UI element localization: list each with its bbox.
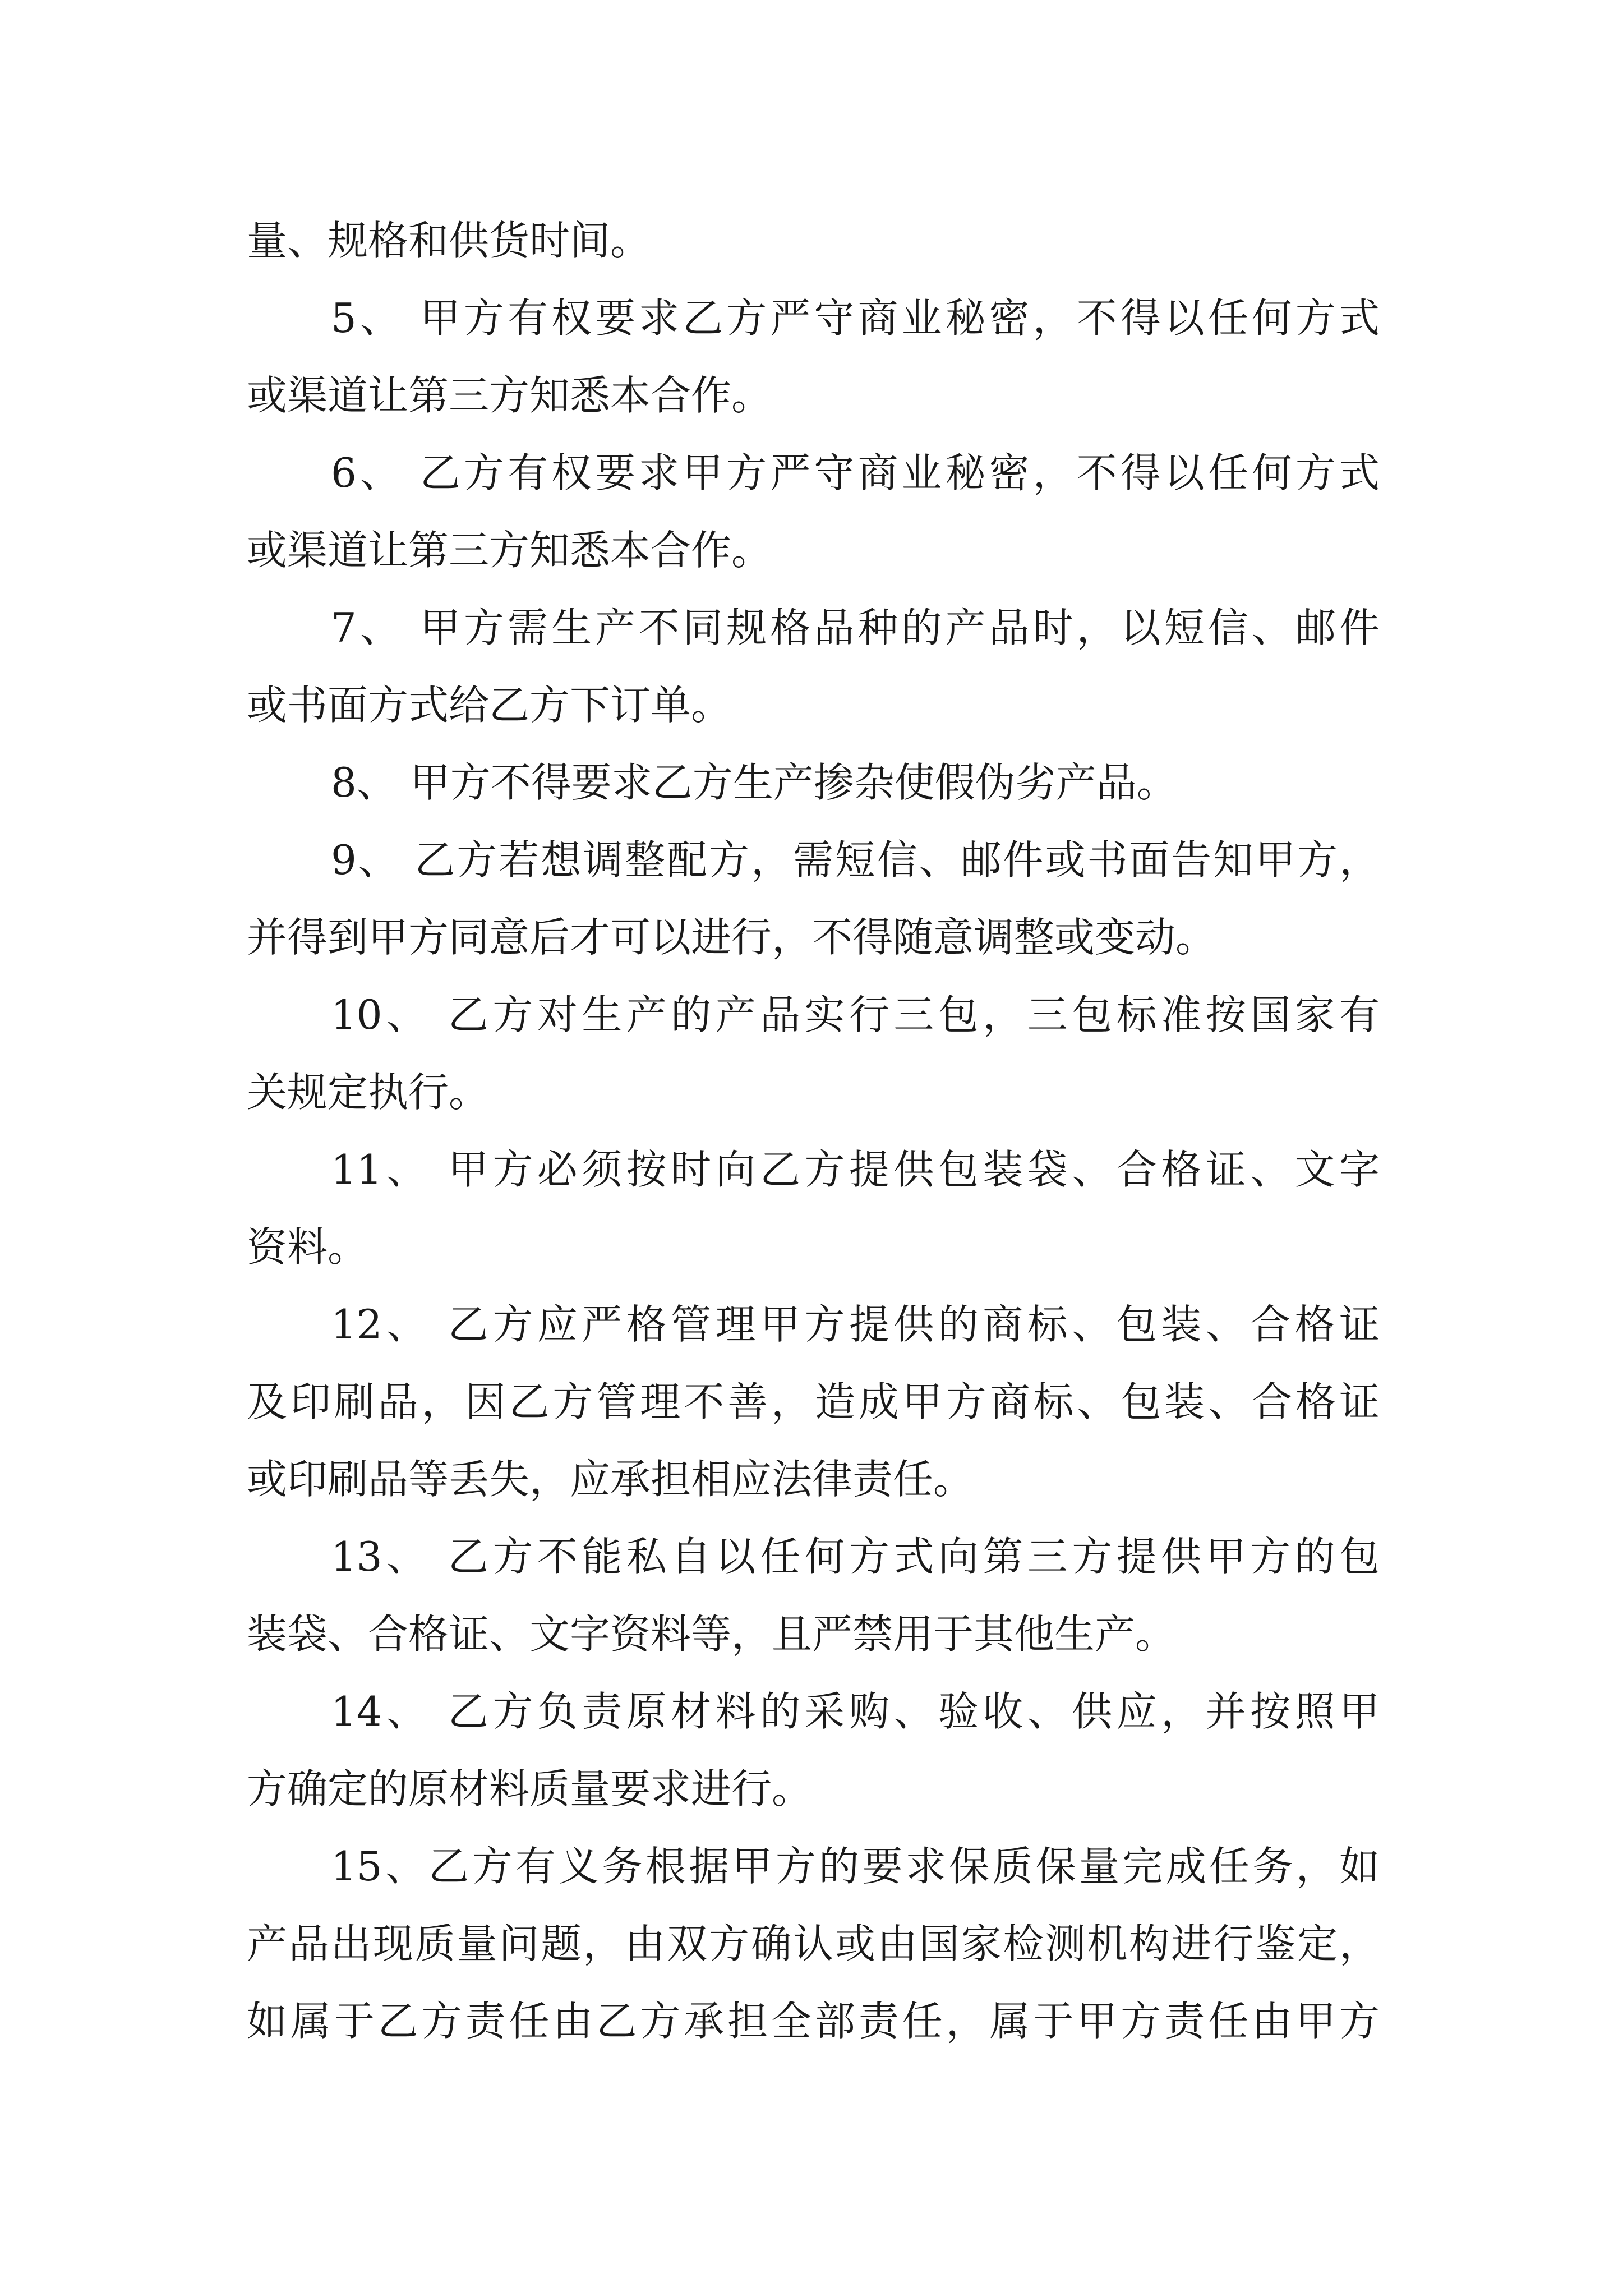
text-line: 9、 乙方若想调整配方，需短信、邮件或书面告知甲方，	[331, 836, 1380, 884]
contract-body-text	[247, 202, 1380, 2060]
text-line: 8、 甲方不得要求乙方生产掺杂使假伪劣产品。	[331, 759, 1177, 806]
text-line: 或渠道让第三方知悉本合作。	[247, 372, 772, 419]
text-line: 并得到甲方同意后才可以进行，不得随意调整或变动。	[247, 914, 1216, 961]
text-line: 产品出现质量问题，由双方确认或由国家检测机构进行鉴定，	[247, 1920, 1380, 1967]
text-line: 装袋、合格证、文字资料等，且严禁用于其他生产。	[247, 1611, 1176, 1658]
text-line: 关规定执行。	[247, 1069, 490, 1116]
text-line: 及印刷品，因乙方管理不善，造成甲方商标、包装、合格证	[247, 1378, 1380, 1425]
text-line: 15、乙方有义务根据甲方的要求保质保量完成任务，如	[331, 1843, 1380, 1890]
text-line: 或渠道让第三方知悉本合作。	[247, 527, 772, 574]
text-line: 5、 甲方有权要求乙方严守商业秘密，不得以任何方式	[331, 295, 1380, 342]
text-line: 或印刷品等丢失，应承担相应法律责任。	[247, 1456, 974, 1503]
text-line: 6、 乙方有权要求甲方严守商业秘密，不得以任何方式	[331, 449, 1380, 496]
text-line: 14、 乙方负责原材料的采购、验收、供应，并按照甲	[331, 1688, 1380, 1735]
text-line: 13、 乙方不能私自以任何方式向第三方提供甲方的包	[331, 1533, 1380, 1580]
text-line: 或书面方式给乙方下订单。	[247, 682, 732, 729]
text-line: 12、 乙方应严格管理甲方提供的商标、包装、合格证	[331, 1301, 1380, 1348]
text-line: 7、 甲方需生产不同规格品种的产品时，以短信、邮件	[331, 604, 1380, 651]
text-line: 如属于乙方责任由乙方承担全部责任，属于甲方责任由甲方	[247, 1998, 1380, 2045]
text-line: 11、 甲方必须按时向乙方提供包装袋、合格证、文字	[331, 1146, 1380, 1193]
text-line: 方确定的原材料质量要求进行。	[247, 1765, 813, 1812]
text-line: 10、 乙方对生产的产品实行三包，三包标准按国家有	[331, 991, 1380, 1038]
text-line: 量、规格和供货时间。	[247, 217, 651, 264]
text-line: 资料。	[247, 1223, 368, 1271]
